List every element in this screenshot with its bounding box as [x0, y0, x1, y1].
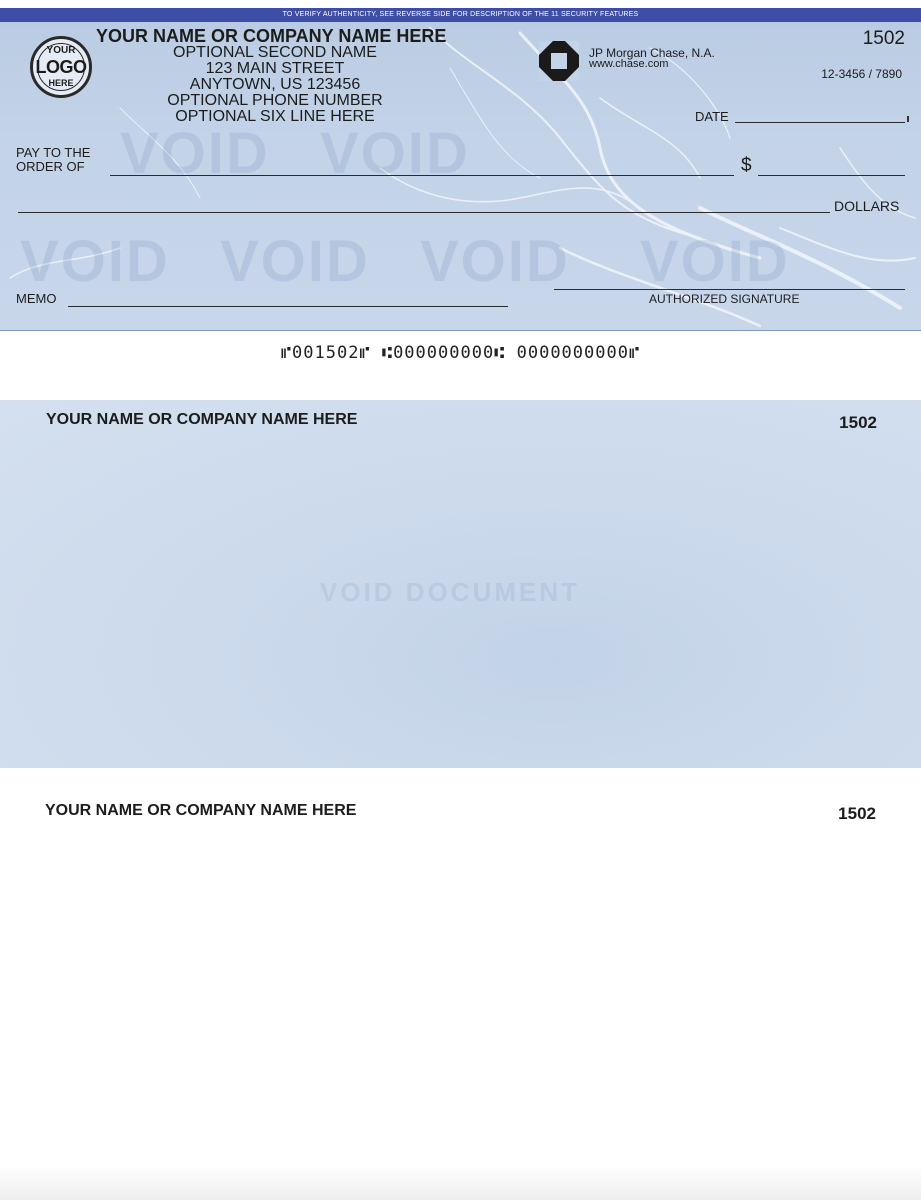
company-logo: YOUR LOGO HERE — [30, 36, 92, 98]
date-line[interactable] — [735, 122, 905, 123]
void-watermark: VOID — [20, 229, 170, 294]
company-name: YOUR NAME OR COMPANY NAME HERE — [96, 26, 447, 46]
security-banner: TO VERIFY AUTHENTICITY, SEE REVERSE SIDE FOR DESCRIPTION OF THE 11 SECURITY FEATURES — [0, 8, 921, 22]
stub-company-name: YOUR NAME OR COMPANY NAME HERE — [46, 411, 358, 428]
check-number: 1502 — [862, 28, 905, 49]
address-line: 123 MAIN STREET — [205, 60, 345, 77]
void-watermark: VOID — [640, 229, 790, 294]
address-line: OPTIONAL SECOND NAME — [173, 44, 377, 61]
pay-to-label-line1: PAY TO THE — [16, 145, 91, 160]
pay-to-label — [16, 146, 90, 174]
stub-watermark: VOID DOCUMENT — [320, 577, 580, 607]
void-watermark: VOID — [420, 229, 570, 294]
memo-label: MEMO — [16, 291, 57, 306]
signature-label: AUTHORIZED SIGNATURE — [649, 292, 800, 306]
company-address — [150, 45, 400, 125]
dollars-label: DOLLARS — [834, 198, 900, 214]
amount-words-line[interactable] — [18, 212, 830, 213]
void-watermark: VOID — [120, 121, 270, 186]
stub-company-name: YOUR NAME OR COMPANY NAME HERE — [45, 802, 357, 819]
void-watermark: VOID — [320, 121, 470, 186]
dollar-sign: $ — [741, 155, 752, 176]
check-stub-bottom — [0, 768, 921, 1200]
stub-check-number: 1502 — [838, 804, 876, 823]
date-label: DATE — [695, 109, 729, 124]
micr-line: ⑈001502⑈ ⑆000000000⑆ 0000000000⑈ — [280, 343, 641, 363]
stub-check-number: 1502 — [839, 413, 877, 432]
check — [0, 8, 921, 331]
address-line: OPTIONAL PHONE NUMBER — [167, 92, 383, 109]
void-watermark: VOID — [220, 229, 370, 294]
memo-line[interactable] — [68, 306, 508, 307]
payee-line[interactable] — [110, 175, 734, 176]
bank-name: JP Morgan Chase, N.A. — [589, 46, 715, 60]
bank-url: www.chase.com — [589, 58, 669, 70]
routing-fraction: 12-3456 / 7890 — [821, 67, 902, 81]
address-line: OPTIONAL SIX LINE HERE — [175, 108, 375, 125]
chase-octagon-icon — [536, 38, 582, 84]
pay-to-label-line2: ORDER OF — [16, 159, 85, 174]
signature-line[interactable] — [554, 289, 905, 290]
check-stub-top — [0, 400, 921, 768]
date-tick — [907, 116, 909, 122]
amount-line[interactable] — [758, 175, 905, 176]
address-line: ANYTOWN, US 123456 — [189, 76, 361, 93]
